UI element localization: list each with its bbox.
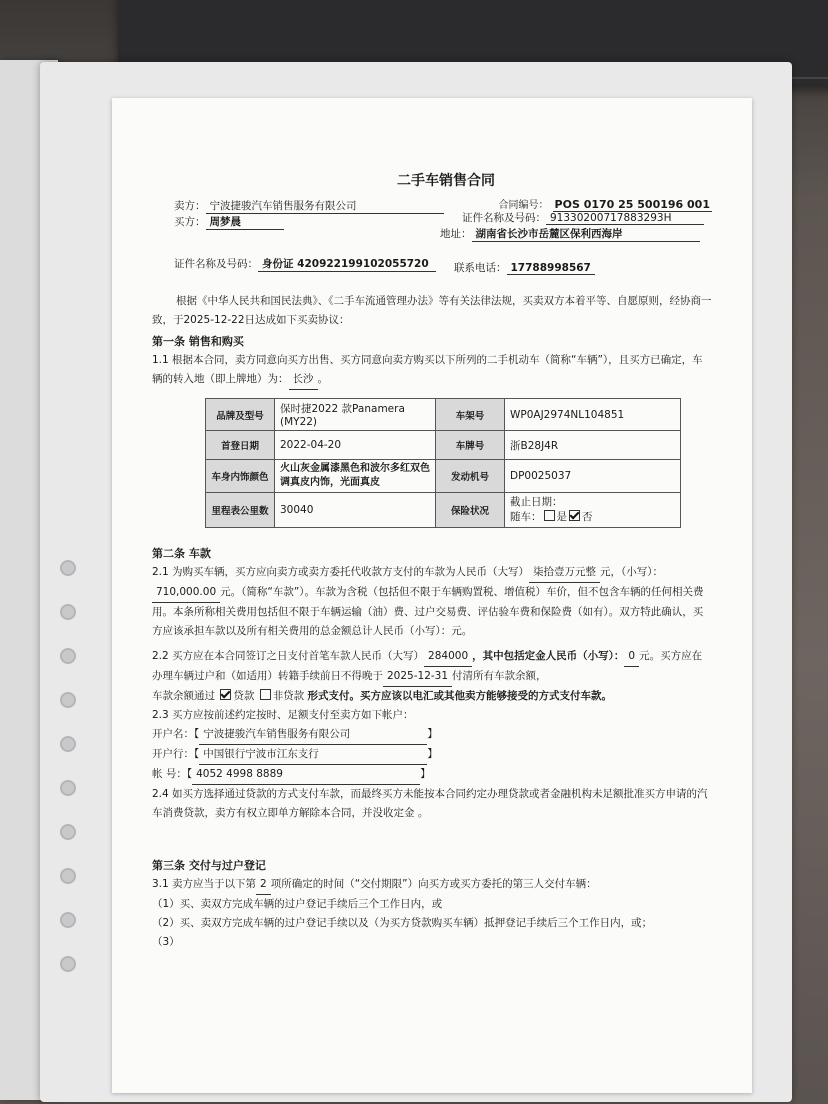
address-line: 地址： 湖南省长沙市岳麓区保利西海岸: [440, 226, 700, 242]
seller-line: 卖方： 宁波捷骏汽车销售服务有限公司: [174, 198, 444, 214]
contract-page: [112, 98, 752, 1093]
insurance-no-checkbox[interactable]: [569, 510, 580, 521]
buyer-cert-line: 证件名称及号码： 身份证 420922199102055720: [174, 256, 436, 272]
article-1-heading: 第一条 销售和购买: [152, 335, 244, 348]
nonloan-checkbox[interactable]: [260, 689, 271, 700]
cert-line: 证件名称及号码： 91330200717883293H: [462, 210, 704, 225]
intro-paragraph: 根据《中华人民共和国民法典》、《二手车流通管理办法》等有关法律法规，买卖双方本着平等、自愿原则，经协商一致，于2025-12-22日达成如下买卖协议：: [152, 295, 712, 326]
vehicle-table: 品牌及型号 保时捷2022 款Panamera (MY22) 车架号 WP0AJ2974NL104851 首登日期 2022-04-20 车牌号 浙B28J4R 车身内饰颜色 火山灰金属漆黑色和波尔多红双色调真皮内饰，光面真皮 发动机号 DP0025037 里程表公里数 30040 保险状况 截止日期： 随车： 是 否: [205, 398, 681, 528]
article-3-heading: 第三条 交付与过户登记: [152, 859, 266, 872]
article-3: 第三条 交付与过户登记 3.1 卖方应当于以下第 2 项所确定的时间（“交付期限”）向买方或买方委托的第三人交付车辆： （1）买、卖双方完成车辆的过户登记手续后三个工作日内，或 （2）买、卖双方完成车辆的过户登记手续以及（为买方贷款购买车辆）抵押登记手续后三个工作日内，或； （3）: [152, 856, 712, 952]
article-2-heading: 第二条 车款: [152, 547, 211, 560]
article-1: 第一条 销售和购买 1.1 根据本合同，卖方同意向买方出售、买方同意向卖方购买以下所列的二手机动车（简称“车辆”），且买方已确定，车辆的转入地（即上牌地）为： 长沙 。: [152, 332, 712, 390]
article-2: 第二条 车款 2.1 为购买车辆，买方应向卖方或卖方委托代收款方支付的车款为人民币（大写） 柒拾壹万元整 元，（小写）：710,000.00 元。（简称“车款”）。车款为含税（包括但不限于车辆购置税、增值税）车价，但不包含车辆的任何相关费用。本条所称相关费用包括但不限于车辆运输（油）费、过户交易费、评估验车费和保险费（如有）。双方特此确认，买方应该承担车款以及所有相关费用的总金额总计人民币（小写）：元。 2.2 买方应在本合同签订之日支付首笔车款人民币（大写） 284000 ，其中包括定金人民币（小写）： 0 元。买方应在办理车辆过户和（如适用）转籍手续前日不得晚于 2025-12-31 付清所有车款余额， 车款余额通过 贷款 非贷款 形式支付。买方应该以电汇或其他卖方能够接受的方式支付车款。 2.3 买方应按前述约定按时、足额支付至卖方如下帐户： 开户名：【 宁波捷骏汽车销售服务有限公司 】 开户行：【 中国银行宁波市江东支行 】 帐 号：【 4052 4998 8889 】 2.4 如买方选择通过贷款的方式支付车款，而最终买方未能按本合同约定办理贷款或者金融机构未足额批准买方申请的汽车消费贷款，卖方有权立即单方解除本合同，并没收定金 。: [152, 544, 712, 823]
contract-number: 合同编号： POS 0170 25 500196 001: [498, 198, 710, 211]
buyer-line: 买方： 周梦晨: [174, 214, 284, 230]
loan-checkbox[interactable]: [220, 689, 231, 700]
contract-title: 二手车销售合同: [397, 173, 495, 189]
binder-holes: [60, 560, 80, 1000]
phone-line: 联系电话： 17788998567: [454, 260, 595, 275]
insurance-yes-checkbox[interactable]: [544, 510, 555, 521]
